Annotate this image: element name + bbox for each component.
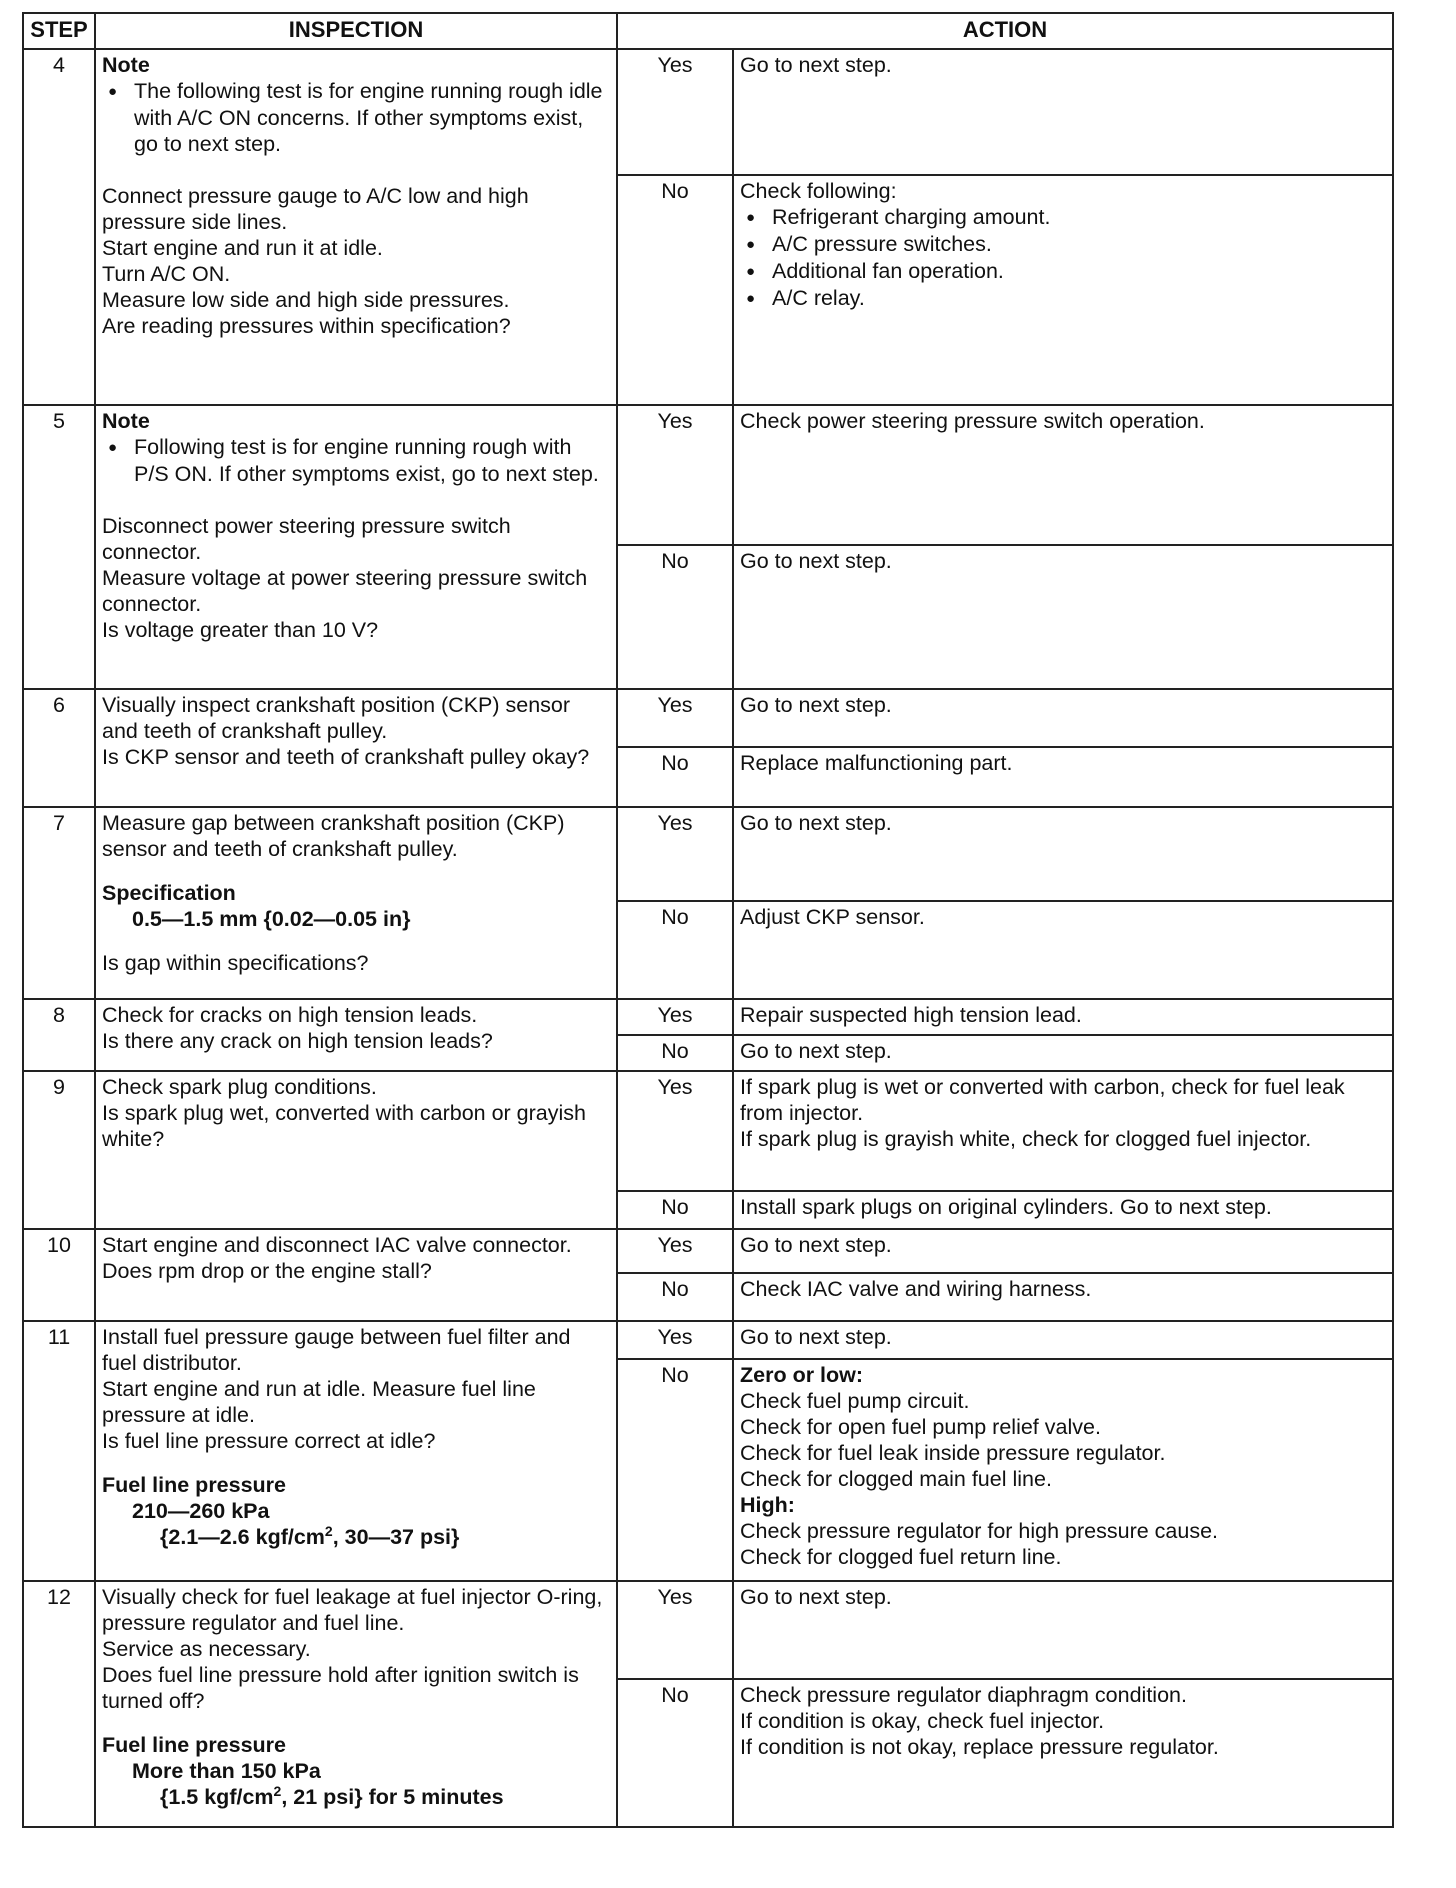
- spec-title: Fuel line pressure: [102, 1733, 287, 1757]
- inspection-question: Is gap within specifications?: [102, 951, 369, 975]
- action-bullet: ● Additional fan operation.: [740, 258, 1386, 285]
- table-row: [23, 1321, 1393, 1359]
- yes-action: Go to next step.: [733, 807, 1393, 901]
- inspection-line: Check for cracks on high tension leads.: [102, 1003, 478, 1027]
- no-label: No: [617, 1035, 733, 1071]
- yes-action: [733, 1071, 1393, 1191]
- step-number: 9: [23, 1071, 95, 1229]
- no-label: No: [617, 1273, 733, 1321]
- spec-value: More than 150 kPa: [132, 1759, 321, 1783]
- note-bullet: ● The following test is for engine running rough idle with A/C ON concerns. If other symptoms exist, go to next step.: [102, 78, 610, 157]
- yes-label: Yes: [617, 1071, 733, 1191]
- table-row: [23, 999, 1393, 1035]
- inspection-cell: [95, 689, 617, 807]
- step-number: 6: [23, 689, 95, 807]
- inspection-line: Install fuel pressure gauge between fuel filter and fuel distributor.: [102, 1325, 571, 1375]
- inspection-line: Measure voltage at power steering pressure switch connector.: [102, 566, 588, 616]
- inspection-question: Are reading pressures within specification?: [102, 314, 511, 338]
- no-action: Adjust CKP sensor.: [733, 901, 1393, 999]
- header-action: ACTION: [617, 13, 1393, 49]
- inspection-cell: [95, 1071, 617, 1229]
- action-line: Check for clogged fuel return line.: [740, 1545, 1062, 1569]
- spec-value: 210—260 kPa: [132, 1499, 270, 1523]
- no-label: No: [617, 545, 733, 689]
- action-line: If condition is not okay, replace pressure regulator.: [740, 1735, 1219, 1759]
- inspection-question: Is spark plug wet, converted with carbon or grayish white?: [102, 1101, 586, 1151]
- no-action: Go to next step.: [733, 545, 1393, 689]
- inspection-cell: [95, 999, 617, 1071]
- yes-action: Repair suspected high tension lead.: [733, 999, 1393, 1035]
- inspection-line: Start engine and run at idle. Measure fuel line pressure at idle.: [102, 1377, 536, 1427]
- inspection-question: Is CKP sensor and teeth of crankshaft pulley okay?: [102, 745, 590, 769]
- header-inspection: INSPECTION: [95, 13, 617, 49]
- table-row: [23, 1229, 1393, 1273]
- table-header-row: [23, 13, 1393, 49]
- inspection-line: Visually inspect crankshaft position (CKP) sensor and teeth of crankshaft pulley.: [102, 693, 571, 743]
- no-label: No: [617, 175, 733, 405]
- inspection-line: Start engine and run it at idle.: [102, 236, 383, 260]
- no-action: [733, 1679, 1393, 1827]
- table-row: [23, 807, 1393, 901]
- action-line: If spark plug is wet or converted with carbon, check for fuel leak from injector.: [740, 1075, 1345, 1125]
- superscript: 2: [273, 1782, 282, 1799]
- action-bullet: ● A/C pressure switches.: [740, 231, 1386, 258]
- inspection-line: Service as necessary.: [102, 1637, 311, 1661]
- no-action: [733, 175, 1393, 405]
- no-action: Go to next step.: [733, 1035, 1393, 1071]
- action-line: Check for fuel leak inside pressure regulator.: [740, 1441, 1166, 1465]
- yes-label: Yes: [617, 689, 733, 747]
- inspection-question: Does fuel line pressure hold after ignition switch is turned off?: [102, 1663, 579, 1713]
- inspection-line: Measure low side and high side pressures.: [102, 288, 510, 312]
- note-bullet: ● Following test is for engine running rough with P/S ON. If other symptoms exist, go to next step.: [102, 434, 610, 487]
- yes-label: Yes: [617, 999, 733, 1035]
- inspection-line: Disconnect power steering pressure switch connector.: [102, 514, 511, 564]
- table-row: [23, 49, 1393, 175]
- yes-action: Go to next step.: [733, 689, 1393, 747]
- step-number: 10: [23, 1229, 95, 1321]
- spec-title: Fuel line pressure: [102, 1473, 287, 1497]
- no-label: No: [617, 1679, 733, 1827]
- diagnostic-procedure-sheet: [22, 12, 1392, 1828]
- step-number: 8: [23, 999, 95, 1071]
- inspection-cell: [95, 405, 617, 689]
- step-number: 12: [23, 1581, 95, 1827]
- action-line: Check pressure regulator for high pressure cause.: [740, 1519, 1219, 1543]
- action-subtitle: High:: [740, 1493, 795, 1517]
- inspection-question: Is there any crack on high tension leads?: [102, 1029, 493, 1053]
- spec-value-alt: [102, 1524, 610, 1550]
- no-label: No: [617, 1191, 733, 1229]
- step-number: 5: [23, 405, 95, 689]
- no-label: No: [617, 901, 733, 999]
- step-number: 7: [23, 807, 95, 999]
- action-bullet: ● Refrigerant charging amount.: [740, 204, 1386, 231]
- header-step: STEP: [23, 13, 95, 49]
- table-row: [23, 1581, 1393, 1679]
- inspection-question: Is voltage greater than 10 V?: [102, 618, 379, 642]
- action-line: Check fuel pump circuit.: [740, 1389, 970, 1413]
- inspection-line: Turn A/C ON.: [102, 262, 231, 286]
- note-title: Note: [102, 53, 150, 77]
- yes-label: Yes: [617, 405, 733, 545]
- action-subtitle: Zero or low:: [740, 1363, 864, 1387]
- action-line: Check pressure regulator diaphragm condition.: [740, 1683, 1187, 1707]
- inspection-line: Connect pressure gauge to A/C low and high pressure side lines.: [102, 184, 529, 234]
- yes-action: Go to next step.: [733, 1321, 1393, 1359]
- inspection-line: Visually check for fuel leakage at fuel injector O-ring, pressure regulator and fuel line.: [102, 1585, 603, 1635]
- inspection-line: Measure gap between crankshaft position (CKP) sensor and teeth of crankshaft pulley.: [102, 811, 565, 861]
- inspection-line: Start engine and disconnect IAC valve connector.: [102, 1233, 572, 1257]
- step-number: 11: [23, 1321, 95, 1581]
- inspection-cell: [95, 807, 617, 999]
- no-action: Install spark plugs on original cylinders. Go to next step.: [733, 1191, 1393, 1229]
- action-line: If spark plug is grayish white, check for clogged fuel injector.: [740, 1127, 1312, 1151]
- spec-value: 0.5—1.5 mm {0.02—0.05 in}: [132, 907, 411, 931]
- yes-label: Yes: [617, 807, 733, 901]
- spec-title: Specification: [102, 881, 236, 905]
- action-title: Check following:: [740, 179, 897, 203]
- inspection-cell: [95, 1229, 617, 1321]
- spec-value-alt: [102, 1784, 610, 1810]
- no-label: No: [617, 747, 733, 807]
- yes-action: Go to next step.: [733, 1229, 1393, 1273]
- yes-label: Yes: [617, 1229, 733, 1273]
- superscript: 2: [324, 1522, 333, 1539]
- inspection-question: Does rpm drop or the engine stall?: [102, 1259, 432, 1283]
- table-row: [23, 405, 1393, 545]
- no-action: [733, 1359, 1393, 1581]
- yes-action: Go to next step.: [733, 49, 1393, 175]
- action-bullet: ● A/C relay.: [740, 285, 1386, 312]
- action-line: Check for clogged main fuel line.: [740, 1467, 1052, 1491]
- no-action: Replace malfunctioning part.: [733, 747, 1393, 807]
- yes-action: Go to next step.: [733, 1581, 1393, 1679]
- spec-value-alt-b: , 21 psi} for 5 minutes: [281, 1785, 504, 1809]
- diagnostic-table: [22, 12, 1394, 1828]
- inspection-question: Is fuel line pressure correct at idle?: [102, 1429, 436, 1453]
- inspection-cell: [95, 1581, 617, 1827]
- yes-action: Check power steering pressure switch operation.: [733, 405, 1393, 545]
- action-line: Check for open fuel pump relief valve.: [740, 1415, 1101, 1439]
- note-title: Note: [102, 409, 150, 433]
- step-number: 4: [23, 49, 95, 405]
- no-label: No: [617, 1359, 733, 1581]
- table-row: [23, 689, 1393, 747]
- no-action: Check IAC valve and wiring harness.: [733, 1273, 1393, 1321]
- spec-value-alt-a: {2.1—2.6 kgf/cm: [160, 1525, 325, 1549]
- spec-value-alt-a: {1.5 kgf/cm: [160, 1785, 274, 1809]
- table-row: [23, 1071, 1393, 1191]
- spec-value-alt-b: , 30—37 psi}: [332, 1525, 460, 1549]
- inspection-cell: [95, 49, 617, 405]
- yes-label: Yes: [617, 1321, 733, 1359]
- action-line: If condition is okay, check fuel injector.: [740, 1709, 1105, 1733]
- yes-label: Yes: [617, 49, 733, 175]
- yes-label: Yes: [617, 1581, 733, 1679]
- inspection-cell: [95, 1321, 617, 1581]
- inspection-line: Check spark plug conditions.: [102, 1075, 377, 1099]
